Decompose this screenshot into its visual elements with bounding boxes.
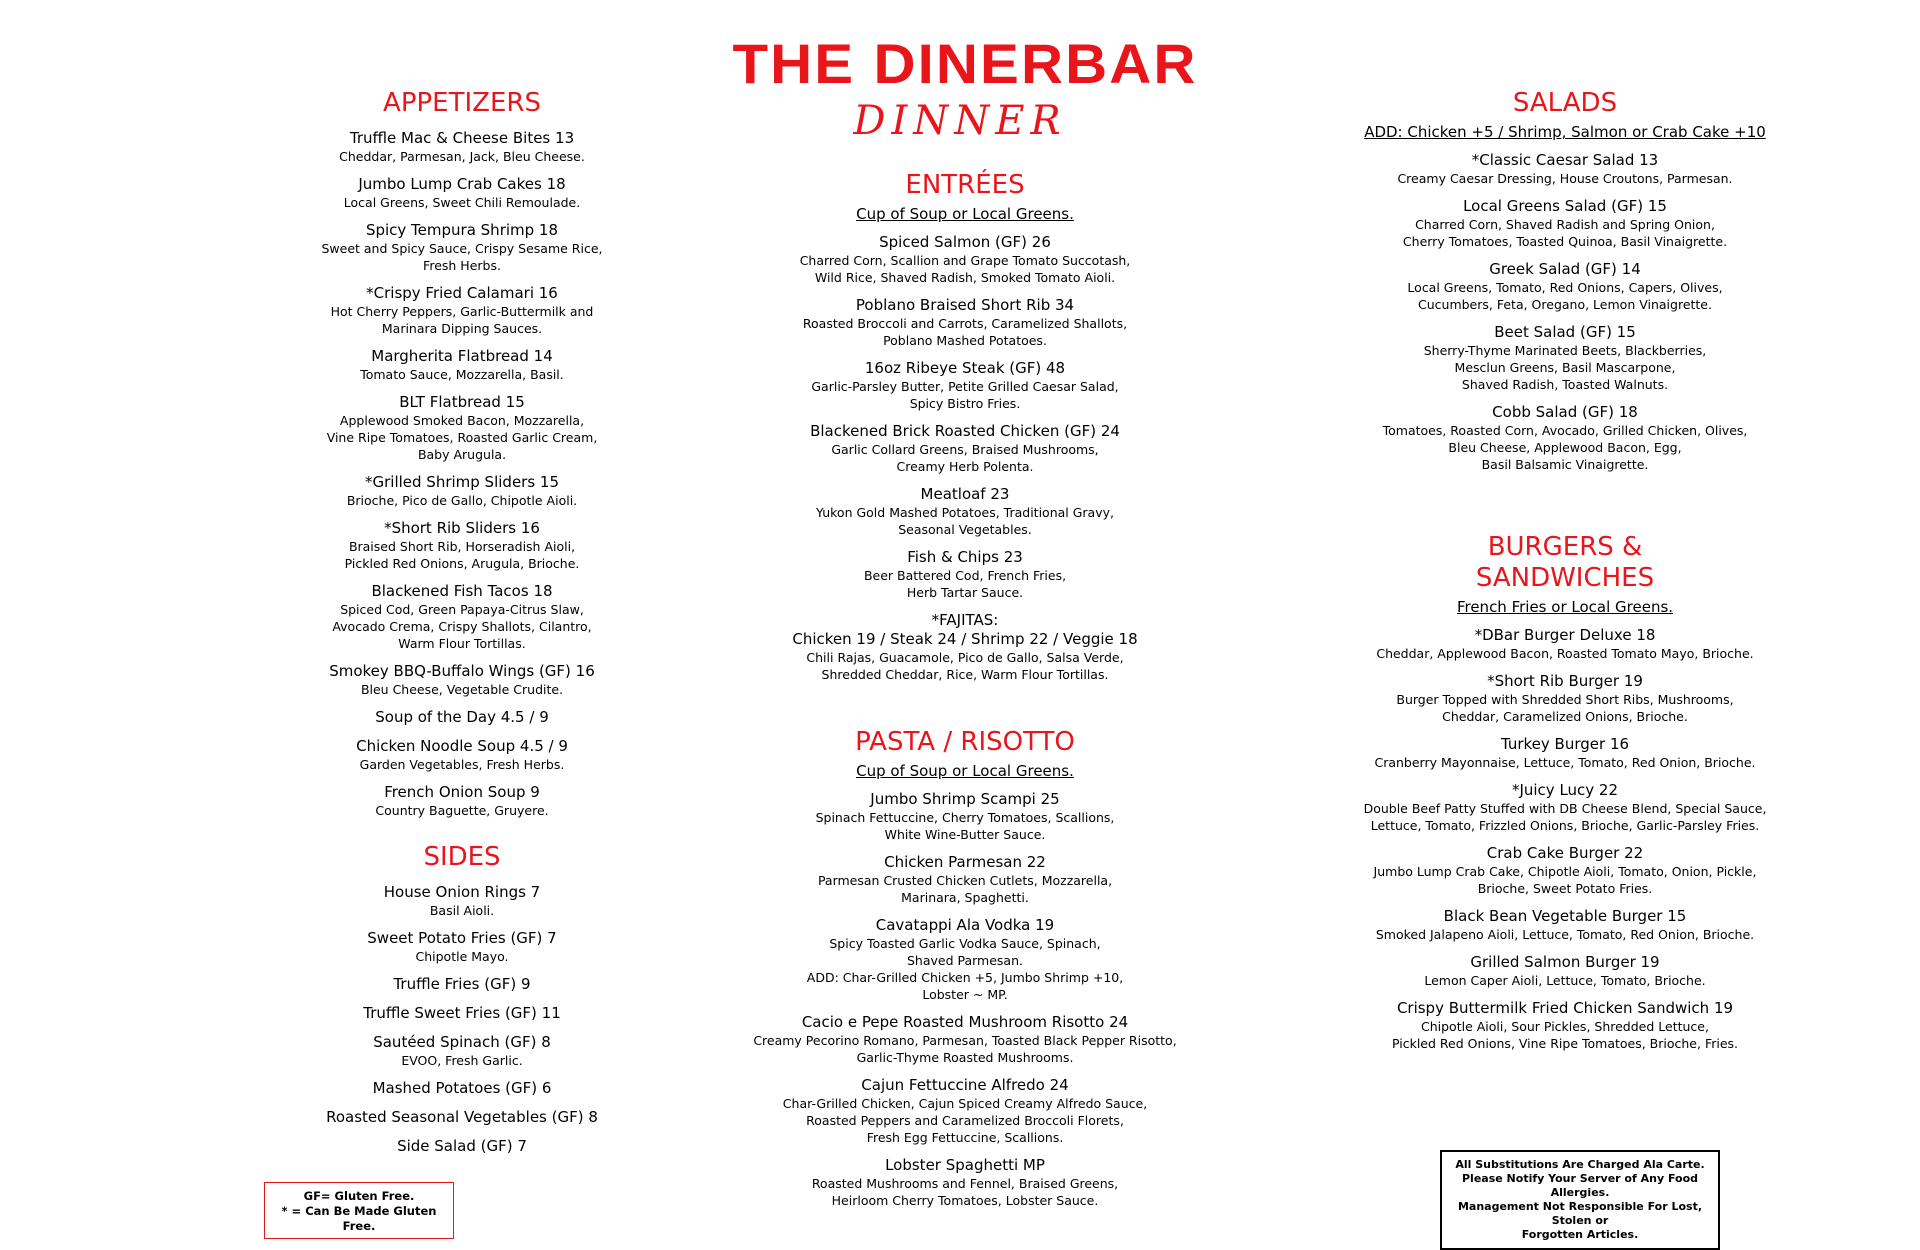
menu-item <box>217 783 707 819</box>
description-line: Tomato Sauce, Mozzarella, Basil. <box>360 367 564 383</box>
description-line: Cherry Tomatoes, Toasted Quinoa, Basil Vinaigrette. <box>1402 234 1728 250</box>
description-line: Sweet and Spicy Sauce, Crispy Sesame Rice, <box>321 241 603 257</box>
menu-item <box>1330 844 1800 897</box>
description-line: Garden Vegetables, Fresh Herbs. <box>359 757 565 773</box>
menu-item-name: Margherita Flatbread 14 <box>371 347 553 366</box>
menu-item <box>1330 953 1800 989</box>
menu-item <box>720 1076 1210 1146</box>
disclaimer-line: Please Notify Your Server of Any Food Allergies. <box>1462 1172 1698 1199</box>
menu-item <box>720 296 1210 349</box>
menu-item-name: Truffle Fries (GF) 9 <box>393 975 531 994</box>
description-line: Double Beef Patty Stuffed with DB Cheese Blend, Special Sauce, <box>1363 801 1767 817</box>
description-line: Cheddar, Parmesan, Jack, Bleu Cheese. <box>339 149 585 165</box>
menu-item-name: Sautéed Spinach (GF) 8 <box>373 1033 551 1052</box>
description-line: Spinach Fettuccine, Cherry Tomatoes, Scallions, <box>815 810 1115 826</box>
menu-item <box>217 473 707 509</box>
menu-item <box>720 790 1210 843</box>
menu-item <box>217 1033 707 1069</box>
menu-item <box>217 221 707 274</box>
salads-note: ADD: Chicken +5 / Shrimp, Salmon or Crab Cake +10 <box>1364 123 1766 142</box>
description-line: Bleu Cheese, Applewood Bacon, Egg, <box>1448 440 1682 456</box>
description-line: Smoked Jalapeno Aioli, Lettuce, Tomato, Red Onion, Brioche. <box>1375 927 1755 943</box>
description-line: Spiced Cod, Green Papaya-Citrus Slaw, <box>340 602 584 618</box>
burgers-list <box>1330 626 1800 1052</box>
menu-item <box>217 175 707 211</box>
menu-item-description <box>1330 972 1800 989</box>
legend-gf: GF= Gluten Free. <box>303 1189 415 1203</box>
appetizers-list <box>217 129 707 819</box>
menu-item <box>720 485 1210 538</box>
pasta-section <box>720 727 1210 1209</box>
menu-item-description <box>1330 422 1800 473</box>
disclaimer-box <box>1440 1150 1720 1250</box>
sides-title: SIDES <box>423 842 501 872</box>
description-line: Shaved Parmesan. <box>906 953 1023 969</box>
menu-item-name: Cajun Fettuccine Alfredo 24 <box>861 1076 1069 1095</box>
menu-item-description <box>1330 342 1800 393</box>
description-line: Fresh Herbs. <box>423 258 501 274</box>
menu-item-description <box>720 252 1210 286</box>
menu-item-name: French Onion Soup 9 <box>384 783 540 802</box>
menu-type: DINNER <box>853 98 1067 144</box>
menu-item <box>1330 781 1800 834</box>
menu-item-name: House Onion Rings 7 <box>383 883 541 902</box>
menu-item-description <box>217 492 707 509</box>
menu-item-name: Poblano Braised Short Rib 34 <box>855 296 1075 315</box>
menu-item-name: Lobster Spaghetti MP <box>885 1156 1045 1175</box>
menu-item-description <box>720 872 1210 906</box>
menu-item-name: Roasted Seasonal Vegetables (GF) 8 <box>326 1108 598 1127</box>
menu-item <box>720 233 1210 286</box>
entrees-section <box>720 170 1210 683</box>
description-line: Hot Cherry Peppers, Garlic-Buttermilk and <box>330 304 594 320</box>
menu-item-description <box>720 1032 1210 1066</box>
appetizers-title: APPETIZERS <box>383 88 541 118</box>
description-line: Lemon Caper Aioli, Lettuce, Tomato, Brioche. <box>1424 973 1706 989</box>
menu-item-name: *Crispy Fried Calamari 16 <box>366 284 558 303</box>
menu-item-name: Smokey BBQ-Buffalo Wings (GF) 16 <box>329 662 595 681</box>
description-line: Burger Topped with Shredded Short Ribs, Mushrooms, <box>1396 692 1734 708</box>
menu-item <box>720 853 1210 906</box>
description-line: Vine Ripe Tomatoes, Roasted Garlic Cream, <box>326 430 598 446</box>
description-line: Marinara, Spaghetti. <box>901 890 1029 906</box>
description-line: Warm Flour Tortillas. <box>398 636 526 652</box>
menu-item <box>720 611 1210 683</box>
legend-asterisk: * = Can Be Made Gluten Free. <box>281 1204 437 1233</box>
menu-item-name: Cavatappi Ala Vodka 19 <box>875 916 1055 935</box>
salads-list <box>1330 151 1800 473</box>
description-line: Applewood Smoked Bacon, Mozzarella, <box>339 413 585 429</box>
menu-item <box>1330 260 1800 313</box>
description-line: Basil Balsamic Vinaigrette. <box>1481 457 1649 473</box>
description-line: Roasted Mushrooms and Fennel, Braised Greens, <box>811 1176 1119 1192</box>
description-line: Braised Short Rib, Horseradish Aioli, <box>348 539 576 555</box>
menu-item-name: Grilled Salmon Burger 19 <box>1470 953 1660 972</box>
menu-item-name: *Classic Caesar Salad 13 <box>1471 151 1659 170</box>
description-line: Marinara Dipping Sauces. <box>381 321 543 337</box>
menu-item-description <box>720 809 1210 843</box>
menu-item-description <box>217 601 707 652</box>
menu-item-name: *FAJITAS: <box>931 611 999 630</box>
description-line: Garlic Collard Greens, Braised Mushrooms, <box>831 442 1099 458</box>
disclaimer-line: All Substitutions Are Charged Ala Carte. <box>1455 1158 1705 1171</box>
menu-item <box>1330 907 1800 943</box>
menu-item-description <box>720 935 1210 1003</box>
menu-item-name: Turkey Burger 16 <box>1500 735 1630 754</box>
menu-item <box>217 1079 707 1098</box>
menu-item-name: Beet Salad (GF) 15 <box>1494 323 1636 342</box>
menu-item-description <box>217 948 707 965</box>
menu-item-name: *DBar Burger Deluxe 18 <box>1474 626 1656 645</box>
description-line: Roasted Peppers and Caramelized Broccoli Florets, <box>806 1113 1124 1129</box>
menu-item-description <box>720 441 1210 475</box>
menu-item-description <box>217 412 707 463</box>
menu-item-description <box>217 303 707 337</box>
description-line: Jumbo Lump Crab Cake, Chipotle Aioli, Tomato, Onion, Pickle, <box>1373 864 1757 880</box>
menu-item-name: *Short Rib Sliders 16 <box>384 519 540 538</box>
menu-item-name: Blackened Fish Tacos 18 <box>371 582 553 601</box>
menu-item-description <box>1330 691 1800 725</box>
menu-item <box>217 737 707 773</box>
sides-list <box>217 883 707 1156</box>
description-line: Local Greens, Tomato, Red Onions, Capers, Olives, <box>1407 280 1723 296</box>
menu-item-name: *Short Rib Burger 19 <box>1487 672 1643 691</box>
menu-item-description <box>1330 645 1800 662</box>
menu-item-description <box>217 756 707 773</box>
description-line: Shaved Radish, Toasted Walnuts. <box>1461 377 1669 393</box>
menu-item <box>217 347 707 383</box>
description-line: Local Greens, Sweet Chili Remoulade. <box>343 195 581 211</box>
salads-title: SALADS <box>1512 88 1618 118</box>
menu-item-name: Spicy Tempura Shrimp 18 <box>365 221 559 240</box>
menu-item-name: Local Greens Salad (GF) 15 <box>1463 197 1667 216</box>
menu-item <box>217 129 707 165</box>
menu-item-description <box>217 681 707 698</box>
description-line: Creamy Pecorino Romano, Parmesan, Toasted Black Pepper Risotto, <box>753 1033 1177 1049</box>
description-line: Garlic-Parsley Butter, Petite Grilled Caesar Salad, <box>811 379 1119 395</box>
menu-item-name: Chicken Noodle Soup 4.5 / 9 <box>356 737 568 756</box>
menu-item <box>720 359 1210 412</box>
description-line: White Wine-Butter Sauce. <box>884 827 1046 843</box>
menu-item-description <box>217 802 707 819</box>
menu-item-name: Blackened Brick Roasted Chicken (GF) 24 <box>810 422 1120 441</box>
description-line: Heirloom Cherry Tomatoes, Lobster Sauce. <box>831 1193 1099 1209</box>
description-line: Creamy Caesar Dressing, House Croutons, Parmesan. <box>1397 171 1733 187</box>
menu-item <box>720 916 1210 1003</box>
menu-item-description <box>1330 216 1800 250</box>
menu-item-name: Crab Cake Burger 22 <box>1486 844 1644 863</box>
description-line: Baby Arugula. <box>417 447 507 463</box>
menu-item-description <box>1330 926 1800 943</box>
menu-item <box>217 1108 707 1127</box>
description-line: Cheddar, Caramelized Onions, Brioche. <box>1442 709 1688 725</box>
menu-item-name: Mashed Potatoes (GF) 6 <box>372 1079 552 1098</box>
restaurant-name: THE DINERBAR <box>732 32 1198 95</box>
menu-item-prices: Chicken 19 / Steak 24 / Shrimp 22 / Veggie 18 <box>792 630 1138 649</box>
description-line: Seasonal Vegetables. <box>898 522 1032 538</box>
menu-item <box>217 1004 707 1023</box>
description-line: Fresh Egg Fettuccine, Scallions. <box>866 1130 1064 1146</box>
entrees-list <box>720 233 1210 683</box>
menu-item-description <box>217 366 707 383</box>
menu-item <box>1330 197 1800 250</box>
entrees-title: ENTRÉES <box>905 170 1025 200</box>
menu-item-name: BLT Flatbread 15 <box>399 393 525 412</box>
menu-item <box>1330 735 1800 771</box>
description-line: Spicy Bistro Fries. <box>909 396 1021 412</box>
menu-item <box>217 975 707 994</box>
pasta-title: PASTA / RISOTTO <box>855 727 1075 757</box>
description-line: Cheddar, Applewood Bacon, Roasted Tomato Mayo, Brioche. <box>1376 646 1754 662</box>
description-line: Herb Tartar Sauce. <box>906 585 1024 601</box>
menu-item <box>217 662 707 698</box>
description-line: Chili Rajas, Guacamole, Pico de Gallo, Salsa Verde, <box>806 650 1124 666</box>
description-line: Tomatoes, Roasted Corn, Avocado, Grilled Chicken, Olives, <box>1382 423 1748 439</box>
menu-item-name: Side Salad (GF) 7 <box>397 1137 527 1156</box>
description-line: Pickled Red Onions, Arugula, Brioche. <box>344 556 580 572</box>
menu-item-name: Cobb Salad (GF) 18 <box>1492 403 1638 422</box>
menu-item <box>1330 151 1800 187</box>
menu-item-name: *Grilled Shrimp Sliders 15 <box>364 473 560 492</box>
description-line: Avocado Crema, Crispy Shallots, Cilantro, <box>332 619 592 635</box>
menu-item-name: Black Bean Vegetable Burger 15 <box>1443 907 1687 926</box>
burgers-title-line2: SANDWICHES <box>1475 563 1655 594</box>
menu-item-description <box>720 378 1210 412</box>
menu-item-name: Sweet Potato Fries (GF) 7 <box>367 929 557 948</box>
description-line: Lettuce, Tomato, Frizzled Onions, Brioche, Garlic-Parsley Fries. <box>1370 818 1760 834</box>
menu-item <box>720 548 1210 601</box>
description-line: Cucumbers, Feta, Oregano, Lemon Vinaigrette. <box>1418 297 1712 313</box>
burgers-note: French Fries or Local Greens. <box>1456 598 1674 617</box>
description-line: Charred Corn, Shaved Radish and Spring Onion, <box>1415 217 1715 233</box>
menu-item-description <box>1330 1018 1800 1052</box>
menu-item <box>217 929 707 965</box>
menu-item <box>217 393 707 463</box>
appetizers-section <box>217 88 707 819</box>
entrees-note: Cup of Soup or Local Greens. <box>856 205 1074 224</box>
menu-item-name: Jumbo Shrimp Scampi 25 <box>870 790 1060 809</box>
menu-item-name: Crispy Buttermilk Fried Chicken Sandwich 19 <box>1396 999 1734 1018</box>
menu-item-description <box>1330 754 1800 771</box>
menu-item-name: Jumbo Lump Crab Cakes 18 <box>358 175 566 194</box>
description-line: Pickled Red Onions, Vine Ripe Tomatoes, Brioche, Fries. <box>1391 1036 1739 1052</box>
description-line: Brioche, Pico de Gallo, Chipotle Aioli. <box>346 493 578 509</box>
description-line: Roasted Broccoli and Carrots, Caramelized Shallots, <box>802 316 1128 332</box>
description-line: Mesclun Greens, Basil Mascarpone, <box>1454 360 1676 376</box>
description-line: Wild Rice, Shaved Radish, Smoked Tomato Aioli. <box>814 270 1116 286</box>
menu-item <box>1330 672 1800 725</box>
menu-item-description <box>720 504 1210 538</box>
menu-item-name: Cacio e Pepe Roasted Mushroom Risotto 24 <box>801 1013 1129 1032</box>
description-line: Chipotle Aioli, Sour Pickles, Shredded Lettuce, <box>1421 1019 1709 1035</box>
sides-section <box>217 842 707 1156</box>
menu-item-description <box>1330 170 1800 187</box>
description-line: Bleu Cheese, Vegetable Crudite. <box>360 682 564 698</box>
description-line: Yukon Gold Mashed Potatoes, Traditional Gravy, <box>816 505 1114 521</box>
menu-item-name: Meatloaf 23 <box>920 485 1010 504</box>
menu-item-name: *Juicy Lucy 22 <box>1511 781 1619 800</box>
disclaimer-line: Management Not Responsible For Lost, Stolen or <box>1457 1200 1703 1227</box>
menu-item-description <box>720 1095 1210 1146</box>
description-line: Creamy Herb Polenta. <box>896 459 1034 475</box>
description-line: Parmesan Crusted Chicken Cutlets, Mozzarella, <box>817 873 1113 889</box>
menu-item-description <box>1330 279 1800 313</box>
burgers-section <box>1330 532 1800 1052</box>
description-line: EVOO, Fresh Garlic. <box>401 1053 523 1069</box>
menu-item-description <box>217 240 707 274</box>
description-line: Spicy Toasted Garlic Vodka Sauce, Spinach, <box>829 936 1101 952</box>
menu-item-description <box>1330 863 1800 897</box>
menu-item-description <box>217 902 707 919</box>
menu-item <box>1330 626 1800 662</box>
description-line: Poblano Mashed Potatoes. <box>883 333 1047 349</box>
menu-item-name: Truffle Mac & Cheese Bites 13 <box>349 129 575 148</box>
menu-item <box>217 519 707 572</box>
menu-item <box>720 1013 1210 1066</box>
description-line: Brioche, Sweet Potato Fries. <box>1477 881 1653 897</box>
description-line: Cranberry Mayonnaise, Lettuce, Tomato, Red Onion, Brioche. <box>1374 755 1756 771</box>
disclaimer-line: Forgotten Articles. <box>1521 1228 1639 1241</box>
menu-item-name: Soup of the Day 4.5 / 9 <box>375 708 549 727</box>
description-line: Sherry-Thyme Marinated Beets, Blackberries, <box>1423 343 1707 359</box>
description-line: Basil Aioli. <box>429 903 495 919</box>
menu-item-description <box>720 649 1210 683</box>
description-line: Charred Corn, Scallion and Grape Tomato Succotash, <box>799 253 1131 269</box>
description-line: Chipotle Mayo. <box>415 949 509 965</box>
menu-item-description <box>217 194 707 211</box>
pasta-list <box>720 790 1210 1209</box>
description-line: Char-Grilled Chicken, Cajun Spiced Creamy Alfredo Sauce, <box>782 1096 1148 1112</box>
salads-section <box>1330 88 1800 473</box>
menu-item-description <box>217 1052 707 1069</box>
description-line: Country Baguette, Gruyere. <box>375 803 549 819</box>
description-line: ADD: Char-Grilled Chicken +5, Jumbo Shrimp +10, <box>806 970 1124 986</box>
menu-item-description <box>1330 800 1800 834</box>
menu-item <box>1330 323 1800 393</box>
menu-item <box>217 1137 707 1156</box>
menu-item-name: Spiced Salmon (GF) 26 <box>879 233 1051 252</box>
menu-item <box>217 582 707 652</box>
menu-item <box>1330 403 1800 473</box>
dietary-legend <box>264 1182 454 1239</box>
menu-item-description <box>217 538 707 572</box>
pasta-note: Cup of Soup or Local Greens. <box>856 762 1074 781</box>
menu-item-description <box>720 567 1210 601</box>
menu-item-name: Chicken Parmesan 22 <box>884 853 1046 872</box>
menu-item <box>1330 999 1800 1052</box>
menu-item <box>217 284 707 337</box>
menu-item-name: Greek Salad (GF) 14 <box>1489 260 1641 279</box>
menu-item <box>217 883 707 919</box>
menu-item-description <box>217 148 707 165</box>
menu-item <box>720 1156 1210 1209</box>
menu-item-description <box>720 315 1210 349</box>
menu-item <box>217 708 707 727</box>
menu-item-name: Truffle Sweet Fries (GF) 11 <box>363 1004 561 1023</box>
description-line: Garlic-Thyme Roasted Mushrooms. <box>856 1050 1074 1066</box>
menu-item-name: Fish & Chips 23 <box>907 548 1023 567</box>
menu-item <box>720 422 1210 475</box>
description-line: Lobster ~ MP. <box>922 987 1008 1003</box>
menu-item-name: 16oz Ribeye Steak (GF) 48 <box>864 359 1066 378</box>
menu-item-description <box>720 1175 1210 1209</box>
description-line: Shredded Cheddar, Rice, Warm Flour Tortillas. <box>821 667 1109 683</box>
description-line: Beer Battered Cod, French Fries, <box>863 568 1067 584</box>
burgers-title-line1: BURGERS & <box>1487 532 1643 562</box>
